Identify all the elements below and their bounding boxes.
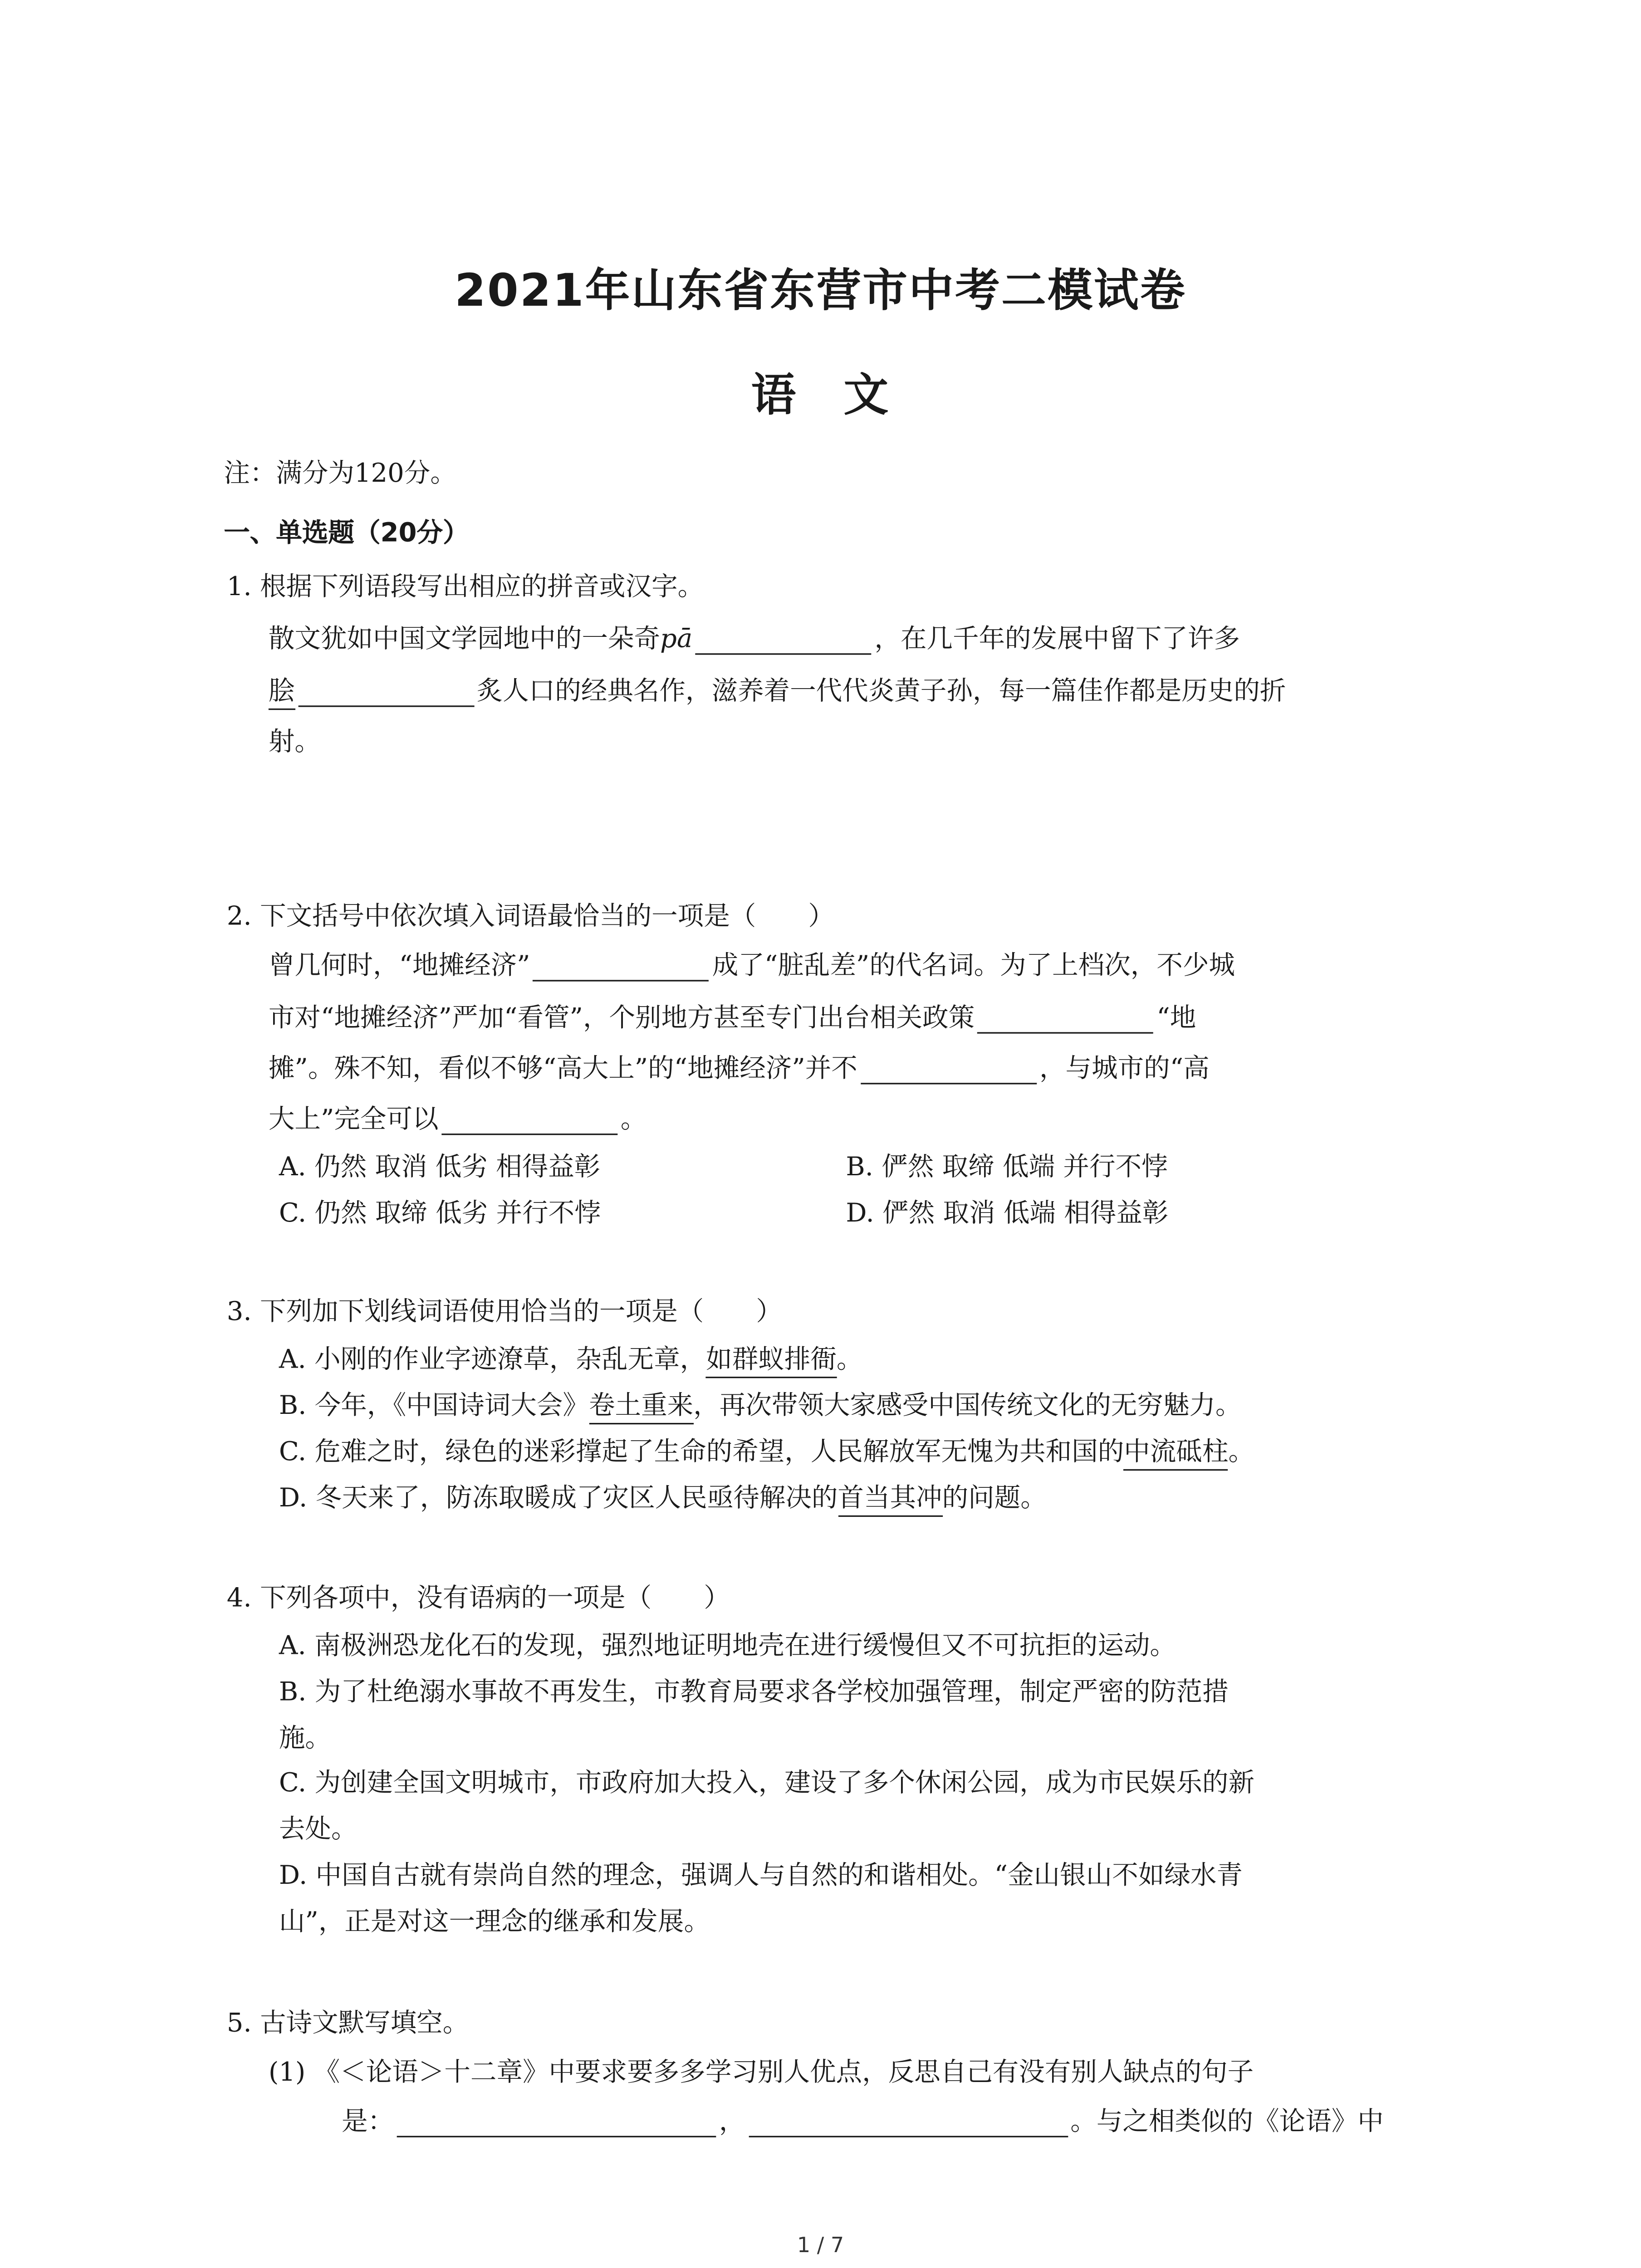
option-c-continued: 去处。 bbox=[279, 1815, 358, 1845]
question-1-line-3: 射。 bbox=[268, 728, 321, 758]
option-text: ，再次带领大家感受中国传统文化的无穷魅力。 bbox=[693, 1391, 1242, 1422]
option-c[interactable]: C. 为创建全国文明城市，市政府加大投入，建设了多个休闲公园，成为市民娱乐的新 bbox=[279, 1769, 1255, 1799]
option-text: B. 今年，《中国诗词大会》 bbox=[279, 1391, 589, 1422]
option-text: 的问题。 bbox=[942, 1484, 1047, 1514]
pinyin-prompt: pā bbox=[660, 625, 693, 655]
option-a[interactable] bbox=[279, 1342, 863, 1378]
option-b[interactable]: B. 俨然 取缔 低端 并行不悖 bbox=[846, 1153, 1168, 1183]
question-2-stem: 2. 下文括号中依次填入词语最恰当的一项是（ ） bbox=[226, 902, 834, 933]
question-2-text: 大上”完全可以 bbox=[268, 1105, 439, 1135]
option-d[interactable]: D. 中国自古就有崇尚自然的理念，强调人与自然的和谐相处。“金山银山不如绿水青 bbox=[279, 1861, 1243, 1892]
question-2-line-4 bbox=[269, 1102, 647, 1138]
answer-blank[interactable] bbox=[533, 950, 709, 982]
question-2-text: 。 bbox=[620, 1105, 647, 1135]
question-1-stem: 1. 根据下列语段写出相应的拼音或汉字。 bbox=[226, 572, 704, 603]
score-note: 注：满分为120分。 bbox=[224, 459, 456, 489]
question-1-text: 散文犹如中国文学园地中的一朵奇 bbox=[268, 625, 661, 655]
char-prompt: 脍 bbox=[269, 677, 295, 710]
answer-blank[interactable] bbox=[441, 1104, 617, 1135]
option-b-continued: 施。 bbox=[279, 1724, 331, 1754]
option-text: D. 冬天来了，防冻取暖成了灾区人民亟待解决的 bbox=[279, 1484, 838, 1514]
underlined-phrase: 首当其冲 bbox=[838, 1484, 942, 1517]
answer-blank[interactable] bbox=[696, 623, 872, 655]
question-1-line-1 bbox=[269, 622, 1240, 658]
question-2-text: “地 bbox=[1156, 1003, 1196, 1034]
question-3-stem: 3. 下列加下划线词语使用恰当的一项是（ ） bbox=[226, 1297, 782, 1328]
question-1-text: ，在几千年的发展中留下了许多 bbox=[874, 625, 1240, 655]
section-heading: 一、单选题（20分） bbox=[224, 519, 469, 549]
answer-blank[interactable] bbox=[860, 1053, 1036, 1084]
option-text: 。 bbox=[1228, 1437, 1255, 1468]
option-text: A. 小刚的作业字迹潦草，杂乱无章， bbox=[279, 1345, 706, 1375]
option-c[interactable]: C. 仍然 取缔 低劣 并行不悖 bbox=[279, 1199, 601, 1229]
question-5-line-1: (1) 《＜论语＞十二章》中要求要多多学习别人优点，反思自己有没有别人缺点的句子 bbox=[268, 2058, 1254, 2088]
underlined-phrase: 中流砥柱 bbox=[1124, 1438, 1228, 1471]
option-d[interactable]: D. 俨然 取消 低端 相得益彰 bbox=[846, 1199, 1169, 1229]
question-2-line-1 bbox=[269, 948, 1235, 984]
question-2-text: ，与城市的“高 bbox=[1039, 1054, 1210, 1085]
underlined-phrase: 如群蚁排衙 bbox=[706, 1345, 837, 1378]
question-2-text: 曾几何时，“地摊经济” bbox=[268, 951, 530, 982]
page-number: 1 / 7 bbox=[797, 2234, 844, 2258]
exam-title: 2021年山东省东营市中考二模试卷 bbox=[455, 265, 1186, 318]
underlined-phrase: 卷土重来 bbox=[589, 1392, 693, 1424]
question-5-text: 是： bbox=[341, 2107, 394, 2137]
question-5-text: 。与之相类似的《论语》中 bbox=[1070, 2107, 1384, 2137]
question-2-line-3 bbox=[269, 1051, 1210, 1087]
option-text: C. 危难之时，绿色的迷彩撑起了生命的希望，人民解放军无愧为共和国的 bbox=[279, 1437, 1124, 1468]
option-b[interactable]: B. 为了杜绝溺水事故不再发生，市教育局要求各学校加强管理，制定严密的防范措 bbox=[279, 1678, 1229, 1708]
question-2-line-2 bbox=[269, 1001, 1196, 1036]
option-text: 。 bbox=[836, 1345, 863, 1375]
question-2-text: 摊”。殊不知，看似不够“高大上”的“地摊经济”并不 bbox=[268, 1054, 857, 1085]
option-a[interactable]: A. 仍然 取消 低劣 相得益彰 bbox=[279, 1153, 601, 1183]
option-c[interactable] bbox=[279, 1435, 1254, 1471]
question-5-line-2 bbox=[342, 2105, 1384, 2141]
answer-blank[interactable] bbox=[298, 676, 474, 707]
option-d[interactable] bbox=[279, 1481, 1047, 1517]
question-4-stem: 4. 下列各项中，没有语病的一项是（ ） bbox=[226, 1584, 730, 1614]
answer-blank[interactable] bbox=[397, 2106, 716, 2137]
question-2-text: 成了“脏乱差”的代名词。为了上档次，不少城 bbox=[712, 951, 1235, 982]
answer-blank[interactable] bbox=[748, 2106, 1068, 2137]
question-5-stem: 5. 古诗文默写填空。 bbox=[226, 2009, 469, 2039]
question-1-line-2 bbox=[269, 674, 1286, 710]
option-b[interactable] bbox=[279, 1388, 1242, 1424]
question-1-text: 炙人口的经典名作，滋养着一代代炎黄子孙，每一篇佳作都是历史的折 bbox=[476, 677, 1286, 707]
subject-title: 语 文 bbox=[751, 370, 890, 422]
option-d-continued: 山”，正是对这一理念的继承和发展。 bbox=[279, 1907, 710, 1938]
question-5-text: ， bbox=[719, 2107, 745, 2137]
answer-blank[interactable] bbox=[978, 1002, 1154, 1034]
question-2-text: 市对“地摊经济”严加“看管”，个别地方甚至专门出台相关政策 bbox=[268, 1003, 975, 1034]
option-a[interactable]: A. 南极洲恐龙化石的发现，强烈地证明地壳在进行缓慢但又不可抗拒的运动。 bbox=[279, 1632, 1176, 1662]
